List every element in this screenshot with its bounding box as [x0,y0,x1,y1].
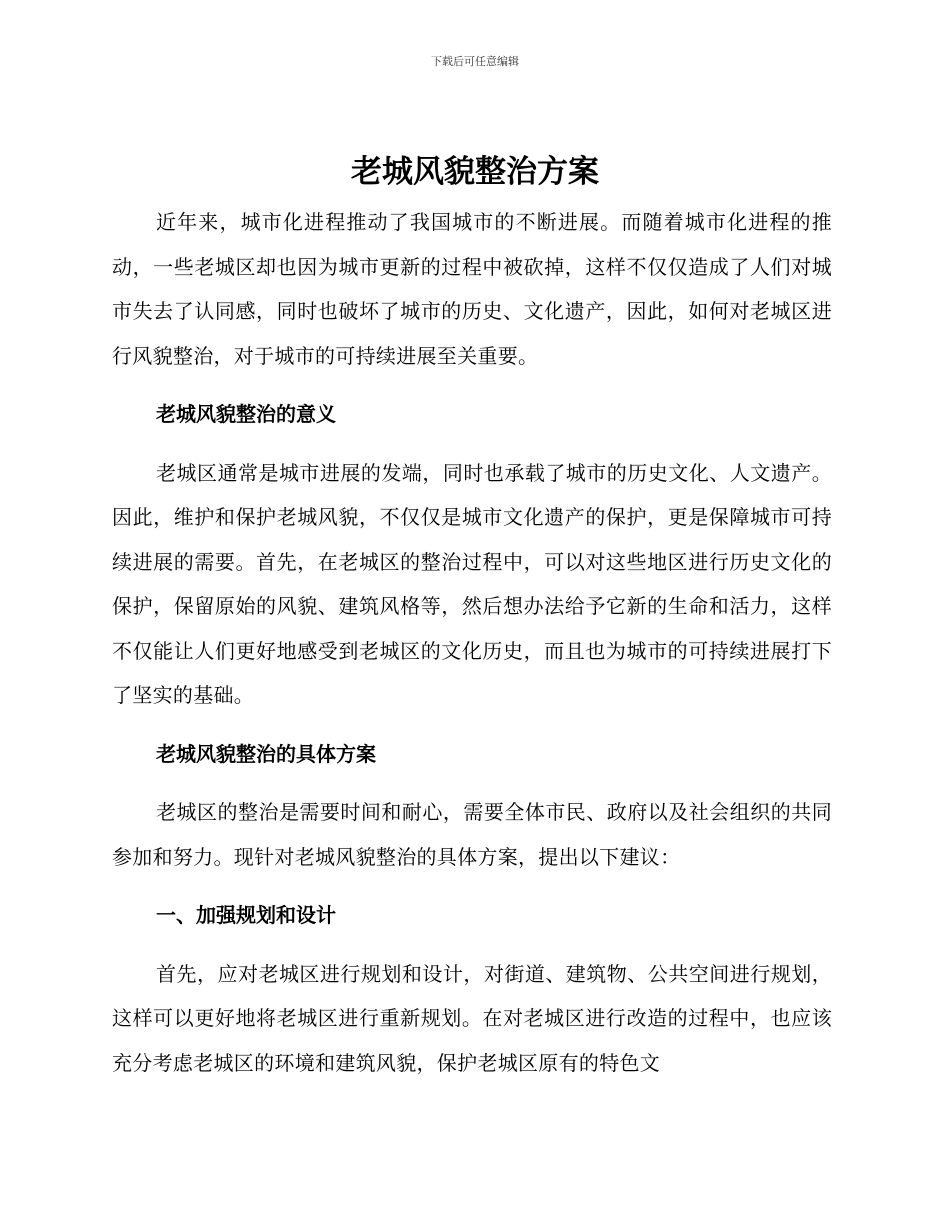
document-title: 老城风貌整治方案 [351,154,599,190]
intro-paragraph: 近年来，城市化进程推动了我国城市的不断进展。而随着城市化进程的推动，一些老城区却也因为城市更新的过程中被砍掉，这样不仅仅造成了人们对城市失去了认同感，同时也破坏了城市的历史、文化遗产，因此，如何对老城区进行风貌整治，对于城市的可持续进展至关重要。 [112,210,832,368]
section-paragraph-significance: 老城区通常是城市进展的发端，同时也承载了城市的历史文化、人文遗产。因此，维护和保护老城风貌，不仅仅是城市文化遗产的保护，更是保障城市可持续进展的需要。首先，在老城区的整治过程中，可以对这些地区进行历史文化的保护，保留原始的风貌、建筑风格等，然后想办法给予它新的生命和活力，这样不仅能让人们更好地感受到老城区的文化历史，而且也为城市的可持续进展打下了坚实的基础。 [112,460,832,707]
page-header-note: 下载后可任意编辑 [431,55,519,68]
section-heading-significance: 老城风貌整治的意义 [156,402,336,426]
section-paragraph-plan: 老城区的整治是需要时间和耐心，需要全体市民、政府以及社会组织的共同参加和努力。现针对老城风貌整治的具体方案，提出以下建议： [112,800,832,869]
section-heading-planning-design: 一、加强规划和设计 [156,903,336,927]
section-heading-plan: 老城风貌整治的具体方案 [156,741,376,766]
section-paragraph-planning-design: 首先，应对老城区进行规划和设计，对街道、建筑物、公共空间进行规划，这样可以更好地将老城区进行重新规划。在对老城区进行改造的过程中，也应该充分考虑老城区的环境和建筑风貌，保护老城区原有的特色文 [112,961,832,1075]
document-body [112,200,832,1085]
